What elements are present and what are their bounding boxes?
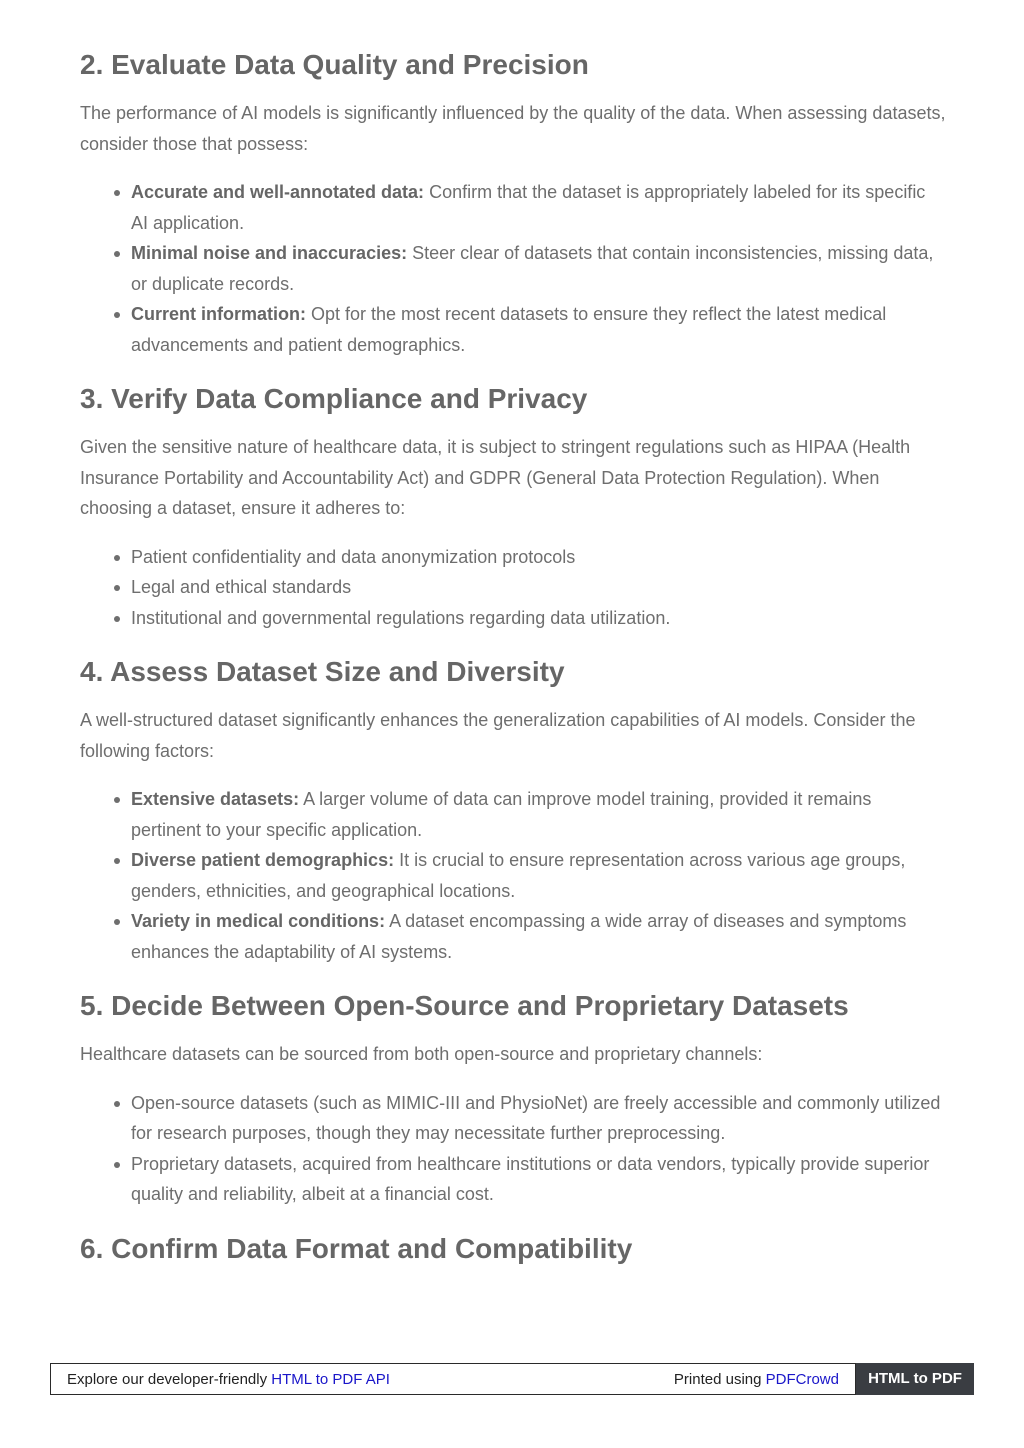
bullet-list: [80, 784, 946, 967]
list-item: [131, 542, 946, 573]
section-paragraph: A well-structured dataset significantly enhances the generalization capabilities of AI models. Consider the following factors:: [80, 710, 916, 761]
section-heading: 2. Evaluate Data Quality and Precision: [80, 49, 589, 80]
list-item: [131, 906, 946, 967]
bullet-list: [80, 1088, 946, 1210]
list-item-text: Open-source datasets (such as MIMIC-III and PhysioNet) are freely accessible and commonly utilized for research purposes, though they may necessitate further preprocessing.: [131, 1092, 941, 1143]
section-heading: 3. Verify Data Compliance and Privacy: [80, 383, 588, 414]
pdfcrowd-link[interactable]: PDFCrowd: [765, 1371, 839, 1388]
html-to-pdf-badge[interactable]: HTML to PDF: [856, 1363, 974, 1395]
list-item: [131, 572, 946, 603]
list-item-term: Minimal noise and inaccuracies:: [131, 243, 408, 263]
footer-promo-text: Explore our developer-friendly: [67, 1371, 272, 1388]
list-item: [131, 845, 946, 906]
list-item: [131, 1088, 946, 1149]
list-item-text: A larger volume of data can improve model training, provided it remains pertinent to your specific application.: [131, 789, 872, 840]
list-item: [131, 1149, 946, 1210]
footer-printed-by: [674, 1371, 839, 1388]
section-paragraph: The performance of AI models is significantly influenced by the quality of the data. When assessing datasets, consider those that possess:: [80, 103, 946, 154]
list-item-term: Variety in medical conditions:: [131, 911, 386, 931]
list-item: [131, 299, 946, 360]
list-item-term: Accurate and well-annotated data:: [131, 182, 425, 202]
section-paragraph: Given the sensitive nature of healthcare data, it is subject to stringent regulations such as HIPAA (Health Insurance Portability and Accountability Act) and GDPR (General Data Protection Regulation). When choosing a dataset, ensure it adheres to:: [80, 437, 911, 518]
section-heading: 6. Confirm Data Format and Compatibility: [80, 1232, 633, 1264]
bullet-list: [80, 177, 946, 360]
list-item-text: Institutional and governmental regulations regarding data utilization.: [131, 607, 671, 628]
list-item-text: Proprietary datasets, acquired from healthcare institutions or data vendors, typically provide superior quality and reliability, albeit at a financial cost.: [131, 1153, 930, 1204]
html-to-pdf-api-link[interactable]: HTML to PDF API: [271, 1371, 390, 1388]
footer-promo: [67, 1371, 390, 1388]
list-item-text: Confirm that the dataset is appropriately labeled for its specific AI application.: [131, 182, 926, 233]
list-item-text: It is crucial to ensure representation across various age groups, genders, ethnicities, and geographical locations.: [131, 850, 906, 901]
section-heading: 4. Assess Dataset Size and Diversity: [80, 656, 565, 687]
pdf-footer: [50, 1363, 974, 1395]
list-item-term: Diverse patient demographics:: [131, 850, 395, 870]
footer-banner: [50, 1363, 856, 1395]
section-heading: 5. Decide Between Open-Source and Proprietary Datasets: [80, 990, 849, 1021]
list-item-text: Opt for the most recent datasets to ensure they reflect the latest medical advancements and patient demographics.: [131, 304, 887, 355]
list-item-text: Legal and ethical standards: [131, 577, 352, 597]
list-item: [131, 603, 946, 634]
footer-printed-text: Printed using: [673, 1371, 766, 1388]
list-item: [131, 238, 946, 299]
list-item: [131, 177, 946, 238]
article-content: [80, 44, 946, 1270]
list-item-term: Current information:: [131, 304, 306, 324]
section-paragraph: Healthcare datasets can be sourced from both open-source and proprietary channels:: [80, 1044, 763, 1064]
list-item-text: Patient confidentiality and data anonymization protocols: [131, 546, 576, 567]
list-item: [131, 784, 946, 845]
list-item-term: Extensive datasets:: [131, 789, 300, 809]
bullet-list: [80, 542, 946, 634]
list-item-text: Steer clear of datasets that contain inconsistencies, missing data, or duplicate records.: [131, 243, 934, 294]
list-item-text: A dataset encompassing a wide array of diseases and symptoms enhances the adaptability of AI systems.: [131, 911, 907, 962]
